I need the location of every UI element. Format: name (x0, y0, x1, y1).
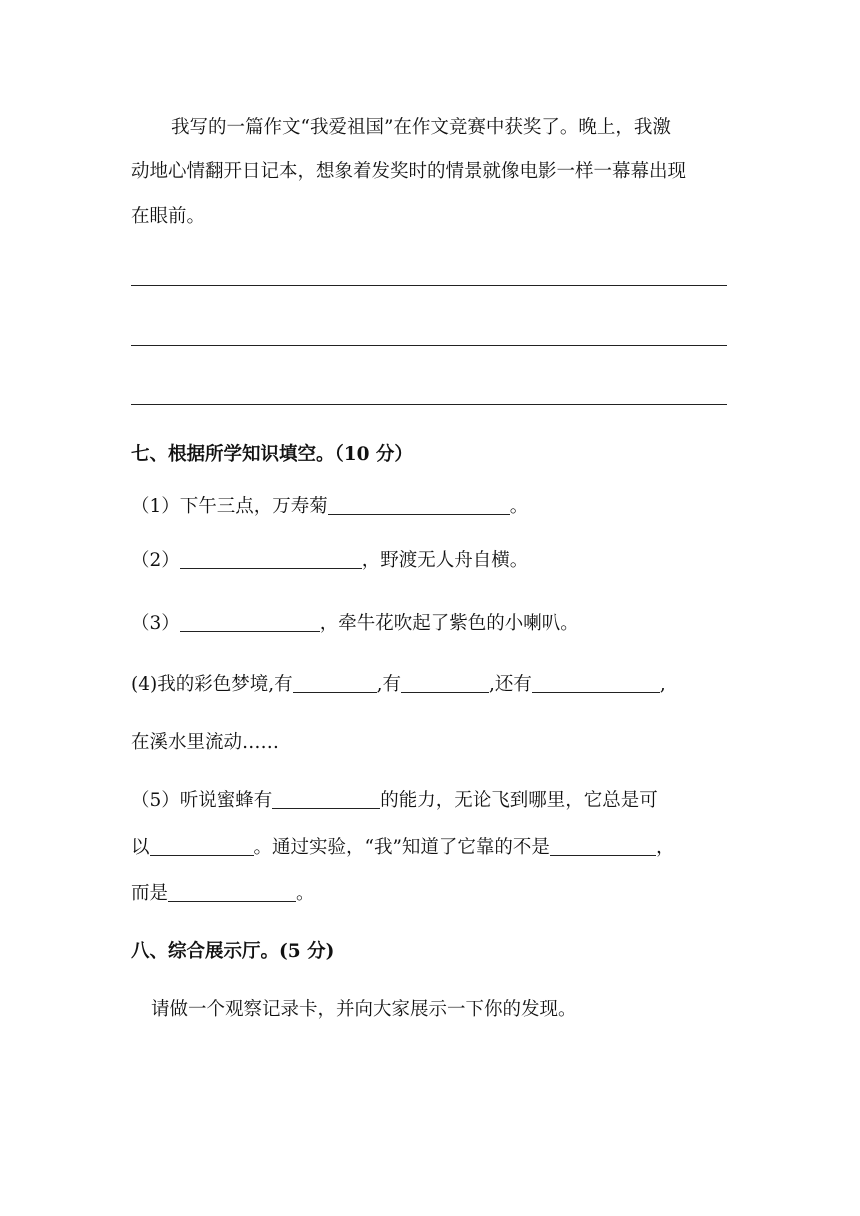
writing-line-3[interactable] (131, 404, 727, 405)
section-7-heading: 七、根据所学知识填空。（10 分） (131, 444, 413, 465)
q5-part-2: 的能力，无论飞到哪里，它总是可 (380, 790, 658, 811)
question-5-line-2 (131, 835, 674, 860)
q5-line3-a: 而是 (131, 883, 169, 904)
writing-line-2[interactable] (131, 345, 727, 346)
q3-suffix: ，牵牛花吹起了紫色的小喇叭。 (319, 613, 579, 634)
q5-line2-c: ， (655, 837, 675, 858)
writing-line-1[interactable] (131, 285, 727, 286)
intro-line-3: 在眼前。 (131, 206, 206, 227)
q3-blank[interactable] (180, 611, 320, 632)
q1-blank[interactable] (328, 494, 510, 515)
q5-blank-4[interactable] (168, 881, 296, 902)
question-3 (131, 611, 579, 636)
q1-suffix: 。 (509, 496, 529, 517)
question-5-line-3 (131, 881, 315, 906)
q4-blank-2[interactable] (401, 672, 489, 693)
section-8-instruction: 请做一个观察记录卡，并向大家展示一下你的发现。 (151, 999, 577, 1020)
q4-part-2: ,有 (376, 674, 401, 695)
q5-blank-1[interactable] (272, 788, 380, 809)
q4-part-4: , (659, 674, 666, 695)
question-2 (131, 548, 528, 573)
q2-blank[interactable] (180, 548, 362, 569)
q5-part-1: （5）听说蜜蜂有 (131, 790, 273, 811)
intro-line-2: 动地心情翻开日记本，想象着发奖时的情景就像电影一样一幕幕出现 (131, 161, 687, 182)
question-5 (131, 788, 658, 813)
q5-line3-b: 。 (296, 883, 315, 904)
question-4 (131, 672, 666, 697)
q5-line2-a: 以 (131, 837, 150, 858)
q5-blank-2[interactable] (150, 835, 254, 856)
q2-suffix: ，野渡无人舟自横。 (361, 550, 529, 571)
intro-line-1: 我写的一篇作文“我爱祖国”在作文竞赛中获奖了。晚上，我激 (171, 117, 671, 138)
section-8-heading: 八、综合展示厅。(5 分) (131, 941, 335, 962)
q5-blank-3[interactable] (550, 835, 656, 856)
q5-line2-b: 。通过实验，“我”知道了它靠的不是 (253, 837, 550, 858)
q4-blank-1[interactable] (293, 672, 377, 693)
q4-part-1: (4)我的彩色梦境,有 (131, 674, 293, 695)
q4-part-3: ,还有 (488, 674, 532, 695)
question-1 (131, 494, 528, 519)
q3-prefix: （3） (131, 613, 180, 634)
q2-prefix: （2） (131, 550, 180, 571)
q1-prefix: （1）下午三点，万寿菊 (131, 496, 328, 517)
question-4-line-2: 在溪水里流动…… (131, 732, 280, 753)
q4-blank-3[interactable] (532, 672, 660, 693)
